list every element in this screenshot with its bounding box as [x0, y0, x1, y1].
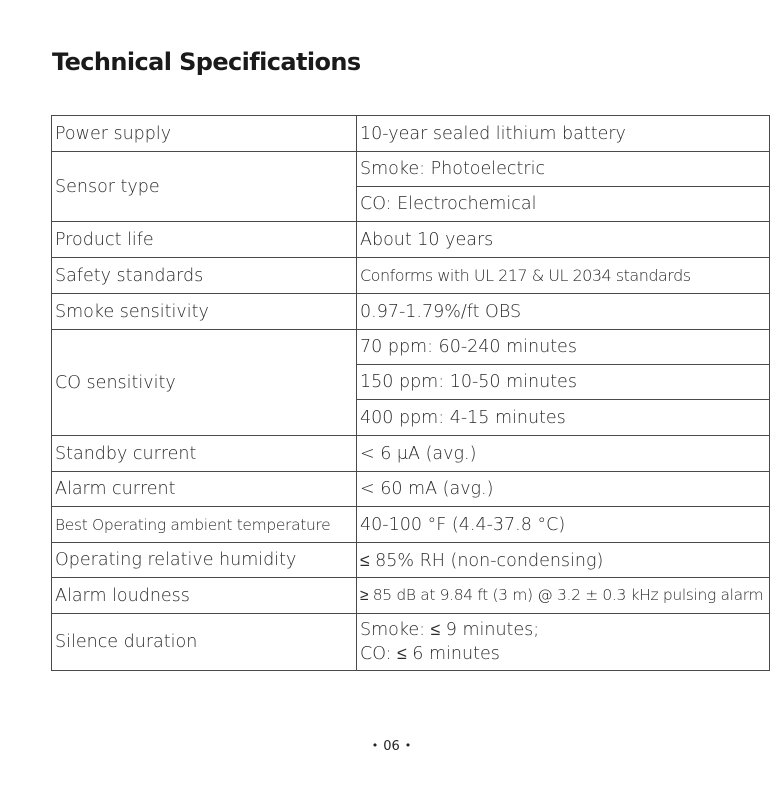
table-row: [52, 116, 770, 152]
spec-value-silence-co: CO: ≤ 6 minutes: [360, 644, 500, 664]
bullet-icon: •: [404, 739, 412, 752]
spec-label-alarm-loudness: Alarm loudness: [52, 578, 357, 614]
page-title: Technical Specifications: [52, 48, 361, 76]
table-row: [52, 330, 770, 365]
spec-label-standby-current: Standby current: [52, 436, 357, 472]
spec-value-co-150ppm: 150 ppm: 10-50 minutes: [357, 365, 770, 400]
page-footer: [0, 739, 783, 754]
table-row: [52, 614, 770, 671]
spec-label-power-supply: Power supply: [52, 116, 357, 152]
spec-value-co-400ppm: 400 ppm: 4-15 minutes: [357, 400, 770, 436]
spec-label-alarm-current: Alarm current: [52, 472, 357, 507]
spec-label-sensor-type: Sensor type: [52, 152, 357, 222]
specifications-table: [51, 115, 770, 671]
spec-label-co-sensitivity: CO sensitivity: [52, 330, 357, 436]
table-row: [52, 578, 770, 614]
table-row: [52, 152, 770, 187]
spec-value-silence-duration: [357, 614, 770, 671]
spec-value-safety-standards: Conforms with UL 217 & UL 2034 standards: [357, 258, 770, 294]
spec-value-alarm-current: < 60 mA (avg.): [357, 472, 770, 507]
spec-value-product-life: About 10 years: [357, 222, 770, 258]
table-row: [52, 543, 770, 578]
table-row: [52, 472, 770, 507]
spec-value-sensor-type-smoke: Smoke: Photoelectric: [357, 152, 770, 187]
spec-value-co-70ppm: 70 ppm: 60-240 minutes: [357, 330, 770, 365]
spec-value-silence-smoke: Smoke: ≤ 9 minutes;: [360, 620, 540, 640]
spec-label-operating-temperature: Best Operating ambient temperature: [52, 507, 357, 543]
spec-value-sensor-type-co: CO: Electrochemical: [357, 187, 770, 222]
table-row: [52, 436, 770, 472]
spec-label-silence-duration: Silence duration: [52, 614, 357, 671]
spec-value-power-supply: 10-year sealed lithium battery: [357, 116, 770, 152]
spec-label-operating-humidity: Operating relative humidity: [52, 543, 357, 578]
table-row: [52, 258, 770, 294]
table-row: [52, 294, 770, 330]
table-row: [52, 222, 770, 258]
page-number: 06: [383, 739, 400, 754]
spec-label-product-life: Product life: [52, 222, 357, 258]
spec-value-smoke-sensitivity: 0.97-1.79%/ft OBS: [357, 294, 770, 330]
spec-value-operating-temperature: 40-100 °F (4.4-37.8 °C): [357, 507, 770, 543]
spec-label-smoke-sensitivity: Smoke sensitivity: [52, 294, 357, 330]
table-row: [52, 507, 770, 543]
spec-value-alarm-loudness: ≥ 85 dB at 9.84 ft (3 m) @ 3.2 ± 0.3 kHz pulsing alarm: [357, 578, 770, 614]
bullet-icon: •: [371, 739, 379, 752]
spec-value-standby-current: < 6 μA (avg.): [357, 436, 770, 472]
spec-value-operating-humidity: ≤ 85% RH (non-condensing): [357, 543, 770, 578]
spec-label-safety-standards: Safety standards: [52, 258, 357, 294]
